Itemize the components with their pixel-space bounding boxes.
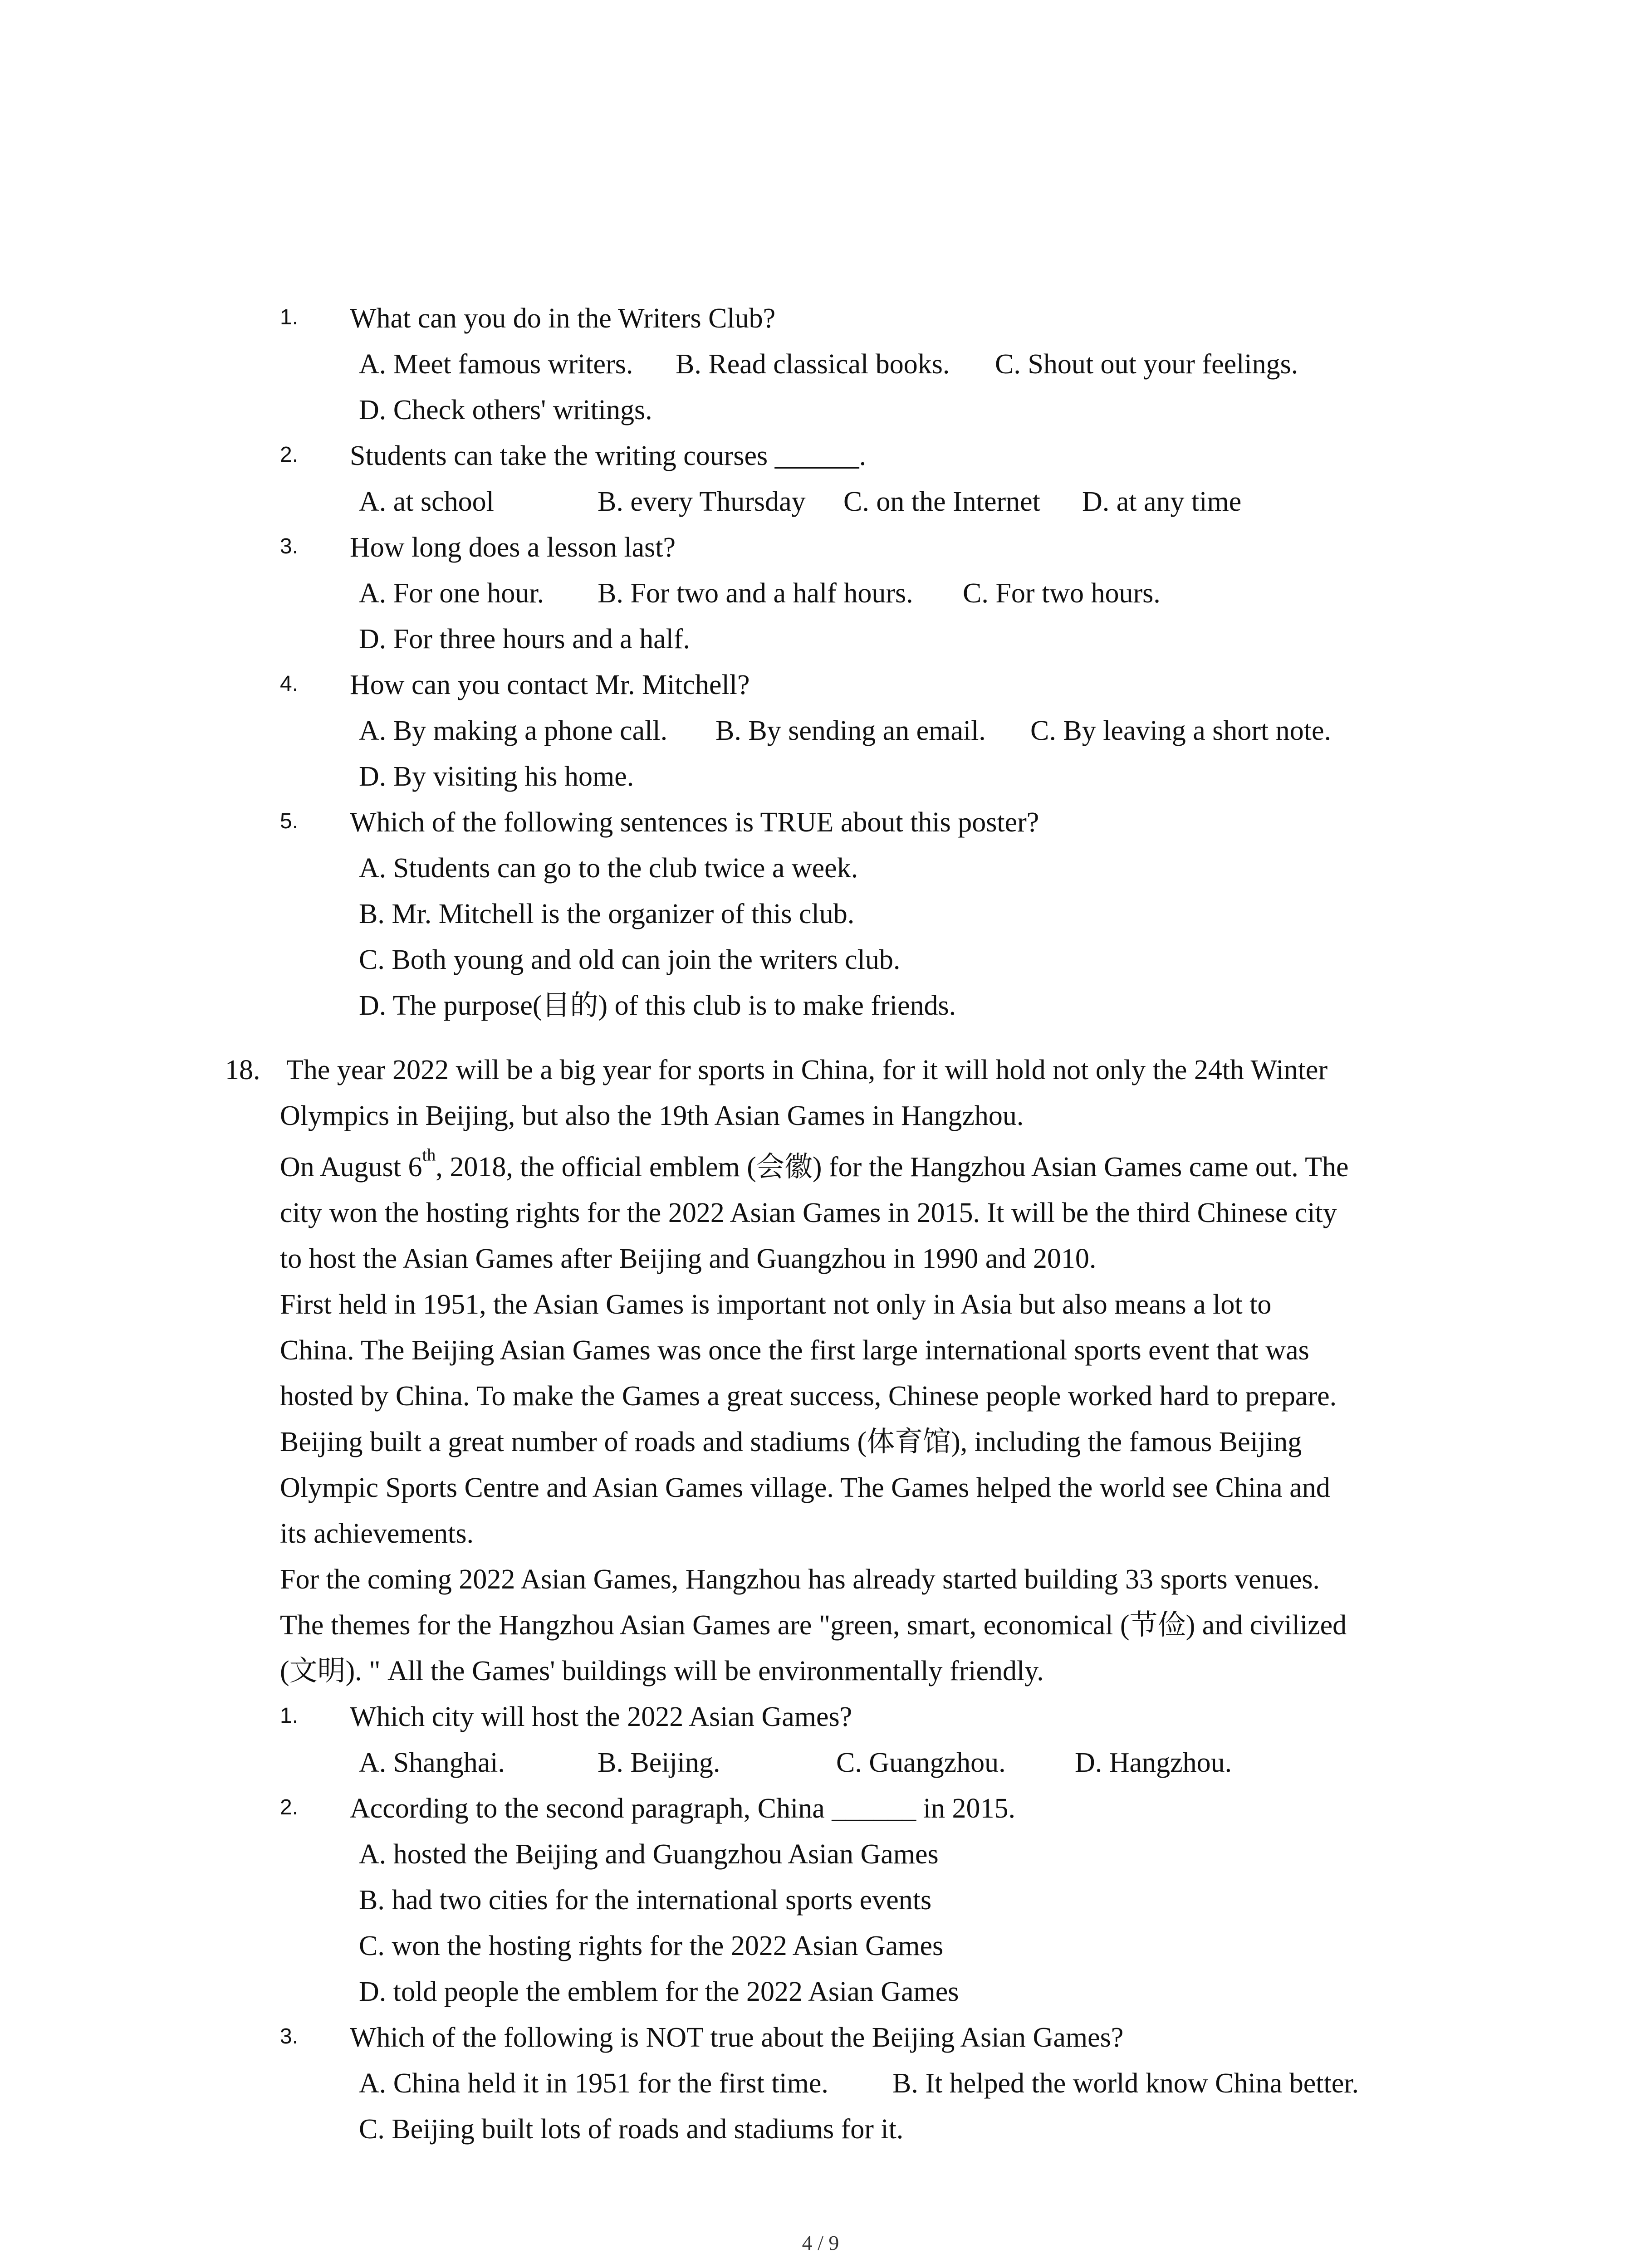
question-number: 2.	[280, 443, 299, 467]
date-ordinal-suffix: th	[422, 1145, 436, 1165]
question-number: 3.	[280, 534, 299, 558]
option-c: C. Both young and old can join the writers club.	[359, 944, 901, 975]
option-a: A. Shanghai.	[359, 1747, 505, 1778]
option-d: D. By visiting his home.	[359, 761, 634, 792]
option-a: A. Meet famous writers.	[359, 349, 633, 380]
page-number: 4 / 9	[802, 2231, 839, 2254]
date-line-rest: , 2018, the official emblem (会徽) for the Hangzhou Asian Games came out. The	[436, 1152, 1349, 1183]
question-number: 1.	[280, 305, 299, 329]
question-text: Students can take the writing courses ______.	[350, 440, 867, 471]
passage-number: 18.	[225, 1055, 260, 1085]
passage-line: Olympics in Beijing, but also the 19th Asian Games in Hangzhou.	[280, 1100, 1024, 1131]
option-a: A. Students can go to the club twice a week.	[359, 853, 858, 884]
option-c: C. Beijing built lots of roads and stadiums for it.	[359, 2114, 904, 2145]
option-c: C. on the Internet	[843, 486, 1040, 517]
option-b: B. For two and a half hours.	[598, 578, 913, 609]
passage-line: (文明). " All the Games' buildings will be environmentally friendly.	[280, 1656, 1044, 1686]
question-number: 1.	[280, 1704, 299, 1728]
passage-line: city won the hosting rights for the 2022 Asian Games in 2015. It will be the third Chinese city	[280, 1198, 1337, 1228]
question-text: How long does a lesson last?	[350, 532, 676, 563]
question-text: According to the second paragraph, China ______ in 2015.	[350, 1793, 1015, 1824]
passage-line: its achievements.	[280, 1518, 474, 1549]
passage-date-line	[280, 1144, 1349, 1190]
question-text: Which of the following is NOT true about the Beijing Asian Games?	[350, 2022, 1124, 2053]
option-b: B. had two cities for the international sports events	[359, 1885, 932, 1916]
option-d: D. Check others' writings.	[359, 395, 652, 425]
passage-line: For the coming 2022 Asian Games, Hangzhou has already started building 33 sports venues.	[280, 1564, 1320, 1595]
passage-line: The themes for the Hangzhou Asian Games are "green, smart, economical (节俭) and civilized	[280, 1610, 1347, 1641]
option-a: A. For one hour.	[359, 578, 544, 609]
option-b: B. every Thursday	[598, 486, 806, 517]
option-c: C. For two hours.	[963, 578, 1161, 609]
passage-line: China. The Beijing Asian Games was once the first large international sports event that was	[280, 1335, 1309, 1366]
option-d: D. told people the emblem for the 2022 Asian Games	[359, 1976, 959, 2007]
question-number: 4.	[280, 672, 299, 696]
option-c: C. Shout out your feelings.	[995, 349, 1298, 380]
question-text: How can you contact Mr. Mitchell?	[350, 670, 750, 700]
option-b: B. Beijing.	[598, 1747, 720, 1778]
option-d: D. The purpose(目的) of this club is to make friends.	[359, 990, 956, 1021]
option-a: A. By making a phone call.	[359, 715, 668, 746]
option-c: C. won the hosting rights for the 2022 Asian Games	[359, 1931, 944, 1961]
option-b: B. It helped the world know China better.	[892, 2068, 1359, 2099]
option-d: D. at any time	[1082, 486, 1242, 517]
option-d: D. For three hours and a half.	[359, 624, 691, 655]
question-number: 5.	[280, 809, 299, 833]
question-text: Which of the following sentences is TRUE about this poster?	[350, 807, 1039, 838]
question-number: 3.	[280, 2024, 299, 2048]
date-text: On August 6	[280, 1152, 422, 1183]
option-c: C. Guangzhou.	[836, 1747, 1006, 1778]
option-a: A. China held it in 1951 for the first time.	[359, 2068, 828, 2099]
option-b: B. Mr. Mitchell is the organizer of this club.	[359, 899, 855, 929]
passage-line: hosted by China. To make the Games a great success, Chinese people worked hard to prepare.	[280, 1381, 1337, 1412]
passage-line: Olympic Sports Centre and Asian Games village. The Games helped the world see China and	[280, 1472, 1330, 1503]
passage-line: First held in 1951, the Asian Games is important not only in Asia but also means a lot to	[280, 1289, 1272, 1320]
option-b: B. By sending an email.	[715, 715, 986, 746]
passage-line: to host the Asian Games after Beijing and Guangzhou in 1990 and 2010.	[280, 1243, 1097, 1274]
passage-line: Beijing built a great number of roads and stadiums (体育馆), including the famous Beijing	[280, 1427, 1302, 1457]
question-number: 2.	[280, 1795, 299, 1819]
option-a: A. at school	[359, 486, 494, 517]
option-d: D. Hangzhou.	[1075, 1747, 1232, 1778]
option-c: C. By leaving a short note.	[1030, 715, 1331, 746]
option-b: B. Read classical books.	[676, 349, 950, 380]
option-a: A. hosted the Beijing and Guangzhou Asian Games	[359, 1839, 939, 1870]
question-text: What can you do in the Writers Club?	[350, 303, 776, 334]
passage-line: The year 2022 will be a big year for sports in China, for it will hold not only the 24th Winter	[286, 1055, 1328, 1085]
question-text: Which city will host the 2022 Asian Games?	[350, 1701, 852, 1732]
